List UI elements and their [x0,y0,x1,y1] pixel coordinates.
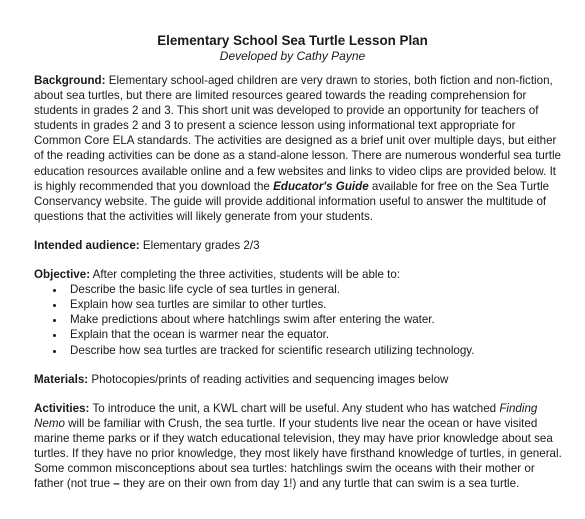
objective-item: • Describe the basic life cycle of sea turtles in general. [66,282,564,297]
objective-item: • Describe how sea turtles are tracked for scientific research utilizing technology. [66,343,564,358]
materials-label: Materials: [34,372,89,386]
audience-paragraph [34,238,564,253]
objective-label: Objective: [34,268,91,282]
activities-label: Activities: [34,401,90,415]
background-paragraph [34,73,564,224]
document-subtitle: Developed by Cathy Payne [219,49,366,63]
background-text-1: Elementary school-aged children are very drawn to stories, both fiction and non-fiction, about sea turtles, but there are limited resources geared towards the reading comprehension for students in grades 2 and 3. This short unit was developed to provide an opportunity for teachers of students in grades 2 and 3 to present a science lesson using informational text appropriate for Common Core ELA standards. The activities are designed as a brief unit over multiple days, but either of the reading activities can be done as a stand-alone lesson. There are numerous wonderful sea turtle education resources available online and a few websites and links to video clips are provided below. It is highly recommended that you download the [34,74,561,193]
educators-guide-title: Educator's Guide [273,179,369,193]
objective-list [34,282,564,357]
finding-nemo-title: Finding Nemo [34,401,538,430]
objective-item: • Make predictions about where hatchlings swim after entering the water. [66,312,564,327]
objective-item: • Explain that the ocean is warmer near the equator. [66,327,564,342]
background-label: Background: [34,74,106,87]
document-title: Elementary School Sea Turtle Lesson Plan [157,33,428,48]
activities-text-3: they are on their own from day 1!) and any turtle that can swim is a sea turtle. [122,477,520,491]
objective-intro-line [34,267,564,282]
objective-section [34,267,564,358]
activities-text-2: will be familiar with Crush, the sea turtle. If your students live near the ocean or have visited marine theme parks or if they watch educational television, they may have prior knowledge about sea turtles. If they have no prior knowledge, they most likely have firsthand knowledge of turtles, in general. Some common misconceptions about sea turtles: hatchlings swim the oceans with their mother or father (not true [34,416,562,491]
materials-paragraph [34,372,564,387]
activities-dash: – [113,477,120,491]
activities-paragraph [34,401,564,492]
materials-text: Photocopies/prints of reading activities and sequencing images below [91,372,449,386]
activities-text-1: To introduce the unit, a KWL chart will be useful. Any student who has watched [92,401,497,415]
audience-text: Elementary grades 2/3 [142,238,260,252]
objective-item: • Explain how sea turtles are similar to other turtles. [66,297,564,312]
objective-intro: After completing the three activities, students will be able to: [92,268,401,282]
document-body [34,73,564,505]
background-text-2: available for free on the Sea Turtle Conservancy website. The guide will provide additional information useful to answer the multitude of questions that the activities will likely generate from your students. [34,179,550,223]
audience-label: Intended audience: [34,238,140,252]
